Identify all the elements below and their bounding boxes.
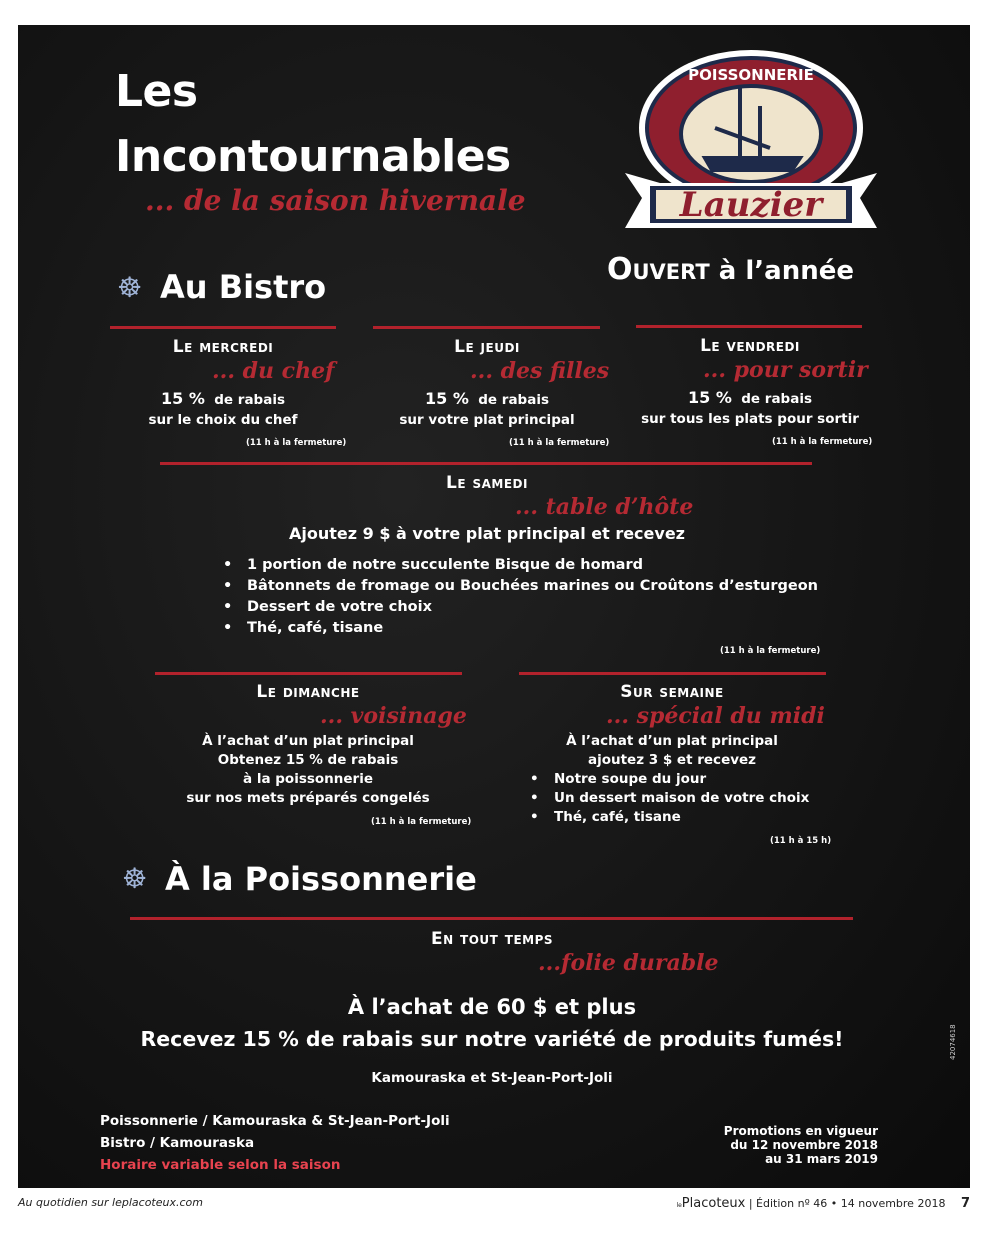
hours: (11 h à la fermeture) <box>772 437 873 447</box>
info-hours: Horaire variable selon la saison <box>100 1157 341 1173</box>
open-word: Ouvert <box>607 252 710 287</box>
tag-friday: ... pour sortir <box>703 357 868 383</box>
list-item: • Dessert de votre choix <box>247 599 432 615</box>
promo-line: du 12 novembre 2018 <box>730 1138 878 1152</box>
promo-locations: Kamouraska et St-Jean-Port-Joli <box>371 1070 613 1086</box>
day-saturday: Le samedi <box>446 473 528 493</box>
weekday-line: ajoutez 3 $ et recevez <box>587 752 757 768</box>
subtitle: ... de la saison hivernale <box>145 184 526 217</box>
open-year-round <box>607 252 854 287</box>
promo-validity <box>724 1124 878 1166</box>
day-wednesday: Le mercredi <box>172 337 274 357</box>
day-anytime: En tout temps <box>430 929 554 949</box>
amount-suffix: de rabais <box>741 391 813 407</box>
day-sunday: Le dimanche <box>256 682 360 702</box>
list-item: • Bâtonnets de fromage ou Bouchées marines ou Croûtons d’esturgeon <box>247 578 818 594</box>
divider <box>519 672 826 675</box>
offer-desc: sur tous les plats pour sortir <box>641 411 859 427</box>
list-item: • Notre soupe du jour <box>554 771 706 787</box>
divider <box>155 672 462 675</box>
list-item: • Un dessert maison de votre choix <box>554 790 809 806</box>
title-line1: Les <box>115 66 198 117</box>
divider <box>130 917 853 920</box>
edition-info: | Édition nº 46 • 14 novembre 2018 <box>748 1197 946 1210</box>
ship-wheel-icon: ☸ <box>122 862 148 895</box>
day-friday: Le vendredi <box>700 336 800 356</box>
sunday-line: à la poissonnerie <box>243 771 373 787</box>
divider <box>373 326 600 329</box>
list-item: • Thé, café, tisane <box>247 620 383 636</box>
logo-banner-text: Lauzier <box>679 185 823 225</box>
saturday-intro: Ajoutez 9 $ à votre plat principal et recevez <box>289 524 685 543</box>
footer-website[interactable]: Au quotidien sur leplacoteux.com <box>18 1196 203 1209</box>
tag-thursday: ... des filles <box>470 358 610 384</box>
brand-prefix: le <box>676 1202 682 1209</box>
offer-desc: sur le choix du chef <box>148 412 298 428</box>
logo-arc-text: POISSONNERIE <box>688 66 814 84</box>
hours: (11 h à la fermeture) <box>509 438 610 448</box>
day-weekday: Sur semaine <box>620 682 724 702</box>
ad-code: 42074618 <box>949 1024 957 1060</box>
amount: 15 % <box>687 388 732 407</box>
tag-wednesday: ... du chef <box>212 358 335 384</box>
hours: (11 h à la fermeture) <box>720 646 821 656</box>
amount-suffix: de rabais <box>214 392 286 408</box>
footer-edition <box>676 1196 970 1211</box>
divider <box>110 326 336 329</box>
sunday-line: sur nos mets préparés congelés <box>186 790 430 806</box>
promo-line: Promotions en vigueur <box>723 1124 878 1138</box>
hours: (11 h à la fermeture) <box>371 817 472 827</box>
tag-sunday: ... voisinage <box>320 703 467 729</box>
promo-threshold: À l’achat de 60 $ et plus <box>347 995 637 1019</box>
amount: 15 % <box>424 389 469 408</box>
hours: (11 h à 15 h) <box>770 836 832 846</box>
brand-name: Placoteux <box>681 1196 746 1211</box>
divider <box>636 325 862 328</box>
open-rest: à l’année <box>718 256 854 286</box>
info-bistro: Bistro / Kamouraska <box>100 1135 255 1151</box>
ship-wheel-icon: ☸ <box>117 271 143 304</box>
page-number: 7 <box>960 1196 970 1211</box>
sunday-line: À l’achat d’un plat principal <box>202 733 414 749</box>
tag-weekday: ... spécial du midi <box>606 703 825 729</box>
section-title-poissonnerie: À la Poissonnerie <box>165 860 477 898</box>
info-poissonnerie: Poissonnerie / Kamouraska & St-Jean-Port-Joli <box>100 1113 450 1129</box>
list-item: • 1 portion de notre succulente Bisque de homard <box>247 557 643 573</box>
hours: (11 h à la fermeture) <box>246 438 347 448</box>
weekday-line: À l’achat d’un plat principal <box>566 733 778 749</box>
day-thursday: Le jeudi <box>454 337 520 357</box>
section-title-bistro: Au Bistro <box>160 268 327 306</box>
offer-desc: sur votre plat principal <box>399 412 575 428</box>
tag-anytime: ...folie durable <box>538 950 719 976</box>
title-line2: Incontournables <box>115 131 511 182</box>
amount-suffix: de rabais <box>478 392 550 408</box>
lauzier-logo <box>620 48 882 238</box>
sunday-line: Obtenez 15 % de rabais <box>217 752 399 768</box>
promo-line: au 31 mars 2019 <box>765 1152 878 1166</box>
list-item: • Thé, café, tisane <box>554 809 681 825</box>
tag-saturday: ... table d’hôte <box>515 494 694 520</box>
divider <box>160 462 812 465</box>
amount: 15 % <box>160 389 205 408</box>
promo-offer: Recevez 15 % de rabais sur notre variété de produits fumés! <box>140 1027 844 1051</box>
